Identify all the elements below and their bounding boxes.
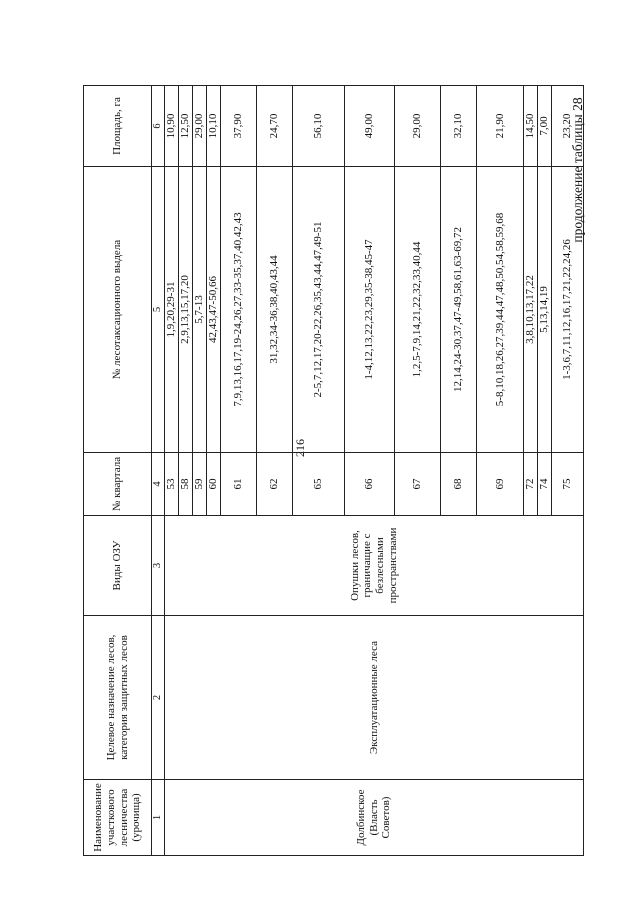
quarter-cell: 62 [257, 453, 293, 516]
header-cell: Наименование участкового лесничества (урочища) [84, 780, 152, 856]
quarter-cell: 74 [538, 453, 552, 516]
plots-cell: 31,32,34-36,38,40,43,44 [257, 167, 293, 453]
quarter-cell: 60 [207, 453, 221, 516]
plots-cell: 2,9,13,15,17,20 [179, 167, 193, 453]
area-cell: 49,00 [345, 86, 395, 167]
column-number: 6 [152, 86, 165, 167]
area-cell: 23,20 [552, 86, 584, 167]
column-number: 4 [152, 453, 165, 516]
plots-cell: 1-4,12,13,22,23,29,35-38,45-47 [345, 167, 395, 453]
quarter-cell: 66 [345, 453, 395, 516]
column-number: 2 [152, 616, 165, 780]
column-number: 5 [152, 167, 165, 453]
area-cell: 32,10 [441, 86, 477, 167]
quarter-cell: 59 [193, 453, 207, 516]
area-cell: 37,90 [221, 86, 257, 167]
header-cell: № лесотаксационного выдела [84, 167, 152, 453]
forestry-name-cell: Долбинское (Власть Советов) [165, 780, 584, 856]
plots-cell: 2-5,7,12,17,20-22,26,35,43,44,47,49-51 [293, 167, 345, 453]
area-cell: 56,10 [293, 86, 345, 167]
area-cell: 14,50 [524, 86, 538, 167]
plots-cell: 1,2,5-7,9,14,21,22,32,33,40,44 [395, 167, 441, 453]
header-cell: № квартала [84, 453, 152, 516]
quarter-cell: 58 [179, 453, 193, 516]
quarter-cell: 65 [293, 453, 345, 516]
quarter-cell: 53 [165, 453, 179, 516]
area-cell: 10,90 [165, 86, 179, 167]
plots-cell: 12,14,24-30,37,47-49,58,61,63-69,72 [441, 167, 477, 453]
area-cell: 12,50 [179, 86, 193, 167]
quarter-cell: 69 [477, 453, 524, 516]
column-number: 3 [152, 516, 165, 616]
quarter-cell: 61 [221, 453, 257, 516]
header-cell: Целевое назначение лесов, категория защитных лесов [84, 616, 152, 780]
quarter-cell: 72 [524, 453, 538, 516]
rotated-table-container [83, 86, 574, 856]
area-cell: 24,70 [257, 86, 293, 167]
area-cell: 10,10 [207, 86, 221, 167]
area-cell: 21,90 [477, 86, 524, 167]
header-cell: Площадь, га [84, 86, 152, 167]
ozu-type-cell: Опушки лесов, граничащие с безлесными пространствами [165, 516, 584, 616]
plots-cell: 5,13,14,19 [538, 167, 552, 453]
plots-cell: 7,9,13,16,17,19-24,26,27,33-35,37,40,42,43 [221, 167, 257, 453]
forest-table [83, 85, 584, 856]
quarter-cell: 67 [395, 453, 441, 516]
plots-cell: 3,8,10,13,17,22 [524, 167, 538, 453]
plots-cell: 1,9,20,29-31 [165, 167, 179, 453]
column-number-row [152, 86, 165, 856]
header-cell: Виды ОЗУ [84, 516, 152, 616]
plots-cell: 1-3,6,7,11,12,16,17,21,22,24,26 [552, 167, 584, 453]
quarter-cell: 75 [552, 453, 584, 516]
page-number: 216 [293, 439, 307, 457]
area-cell: 29,00 [395, 86, 441, 167]
area-cell: 7,00 [538, 86, 552, 167]
purpose-cell: Эксплуатационные леса [165, 616, 584, 780]
column-number: 1 [152, 780, 165, 856]
quarter-cell: 68 [441, 453, 477, 516]
table-caption: продолжение таблицы 28 [570, 97, 585, 243]
plots-cell: 5-8,10,18,26,27,39,44,47,48,50,54,58,59,68 [477, 167, 524, 453]
header-row [84, 86, 152, 856]
plots-cell: 5,7-13 [193, 167, 207, 453]
table-row [165, 86, 179, 856]
plots-cell: 42,43,47-50,66 [207, 167, 221, 453]
area-cell: 29,00 [193, 86, 207, 167]
